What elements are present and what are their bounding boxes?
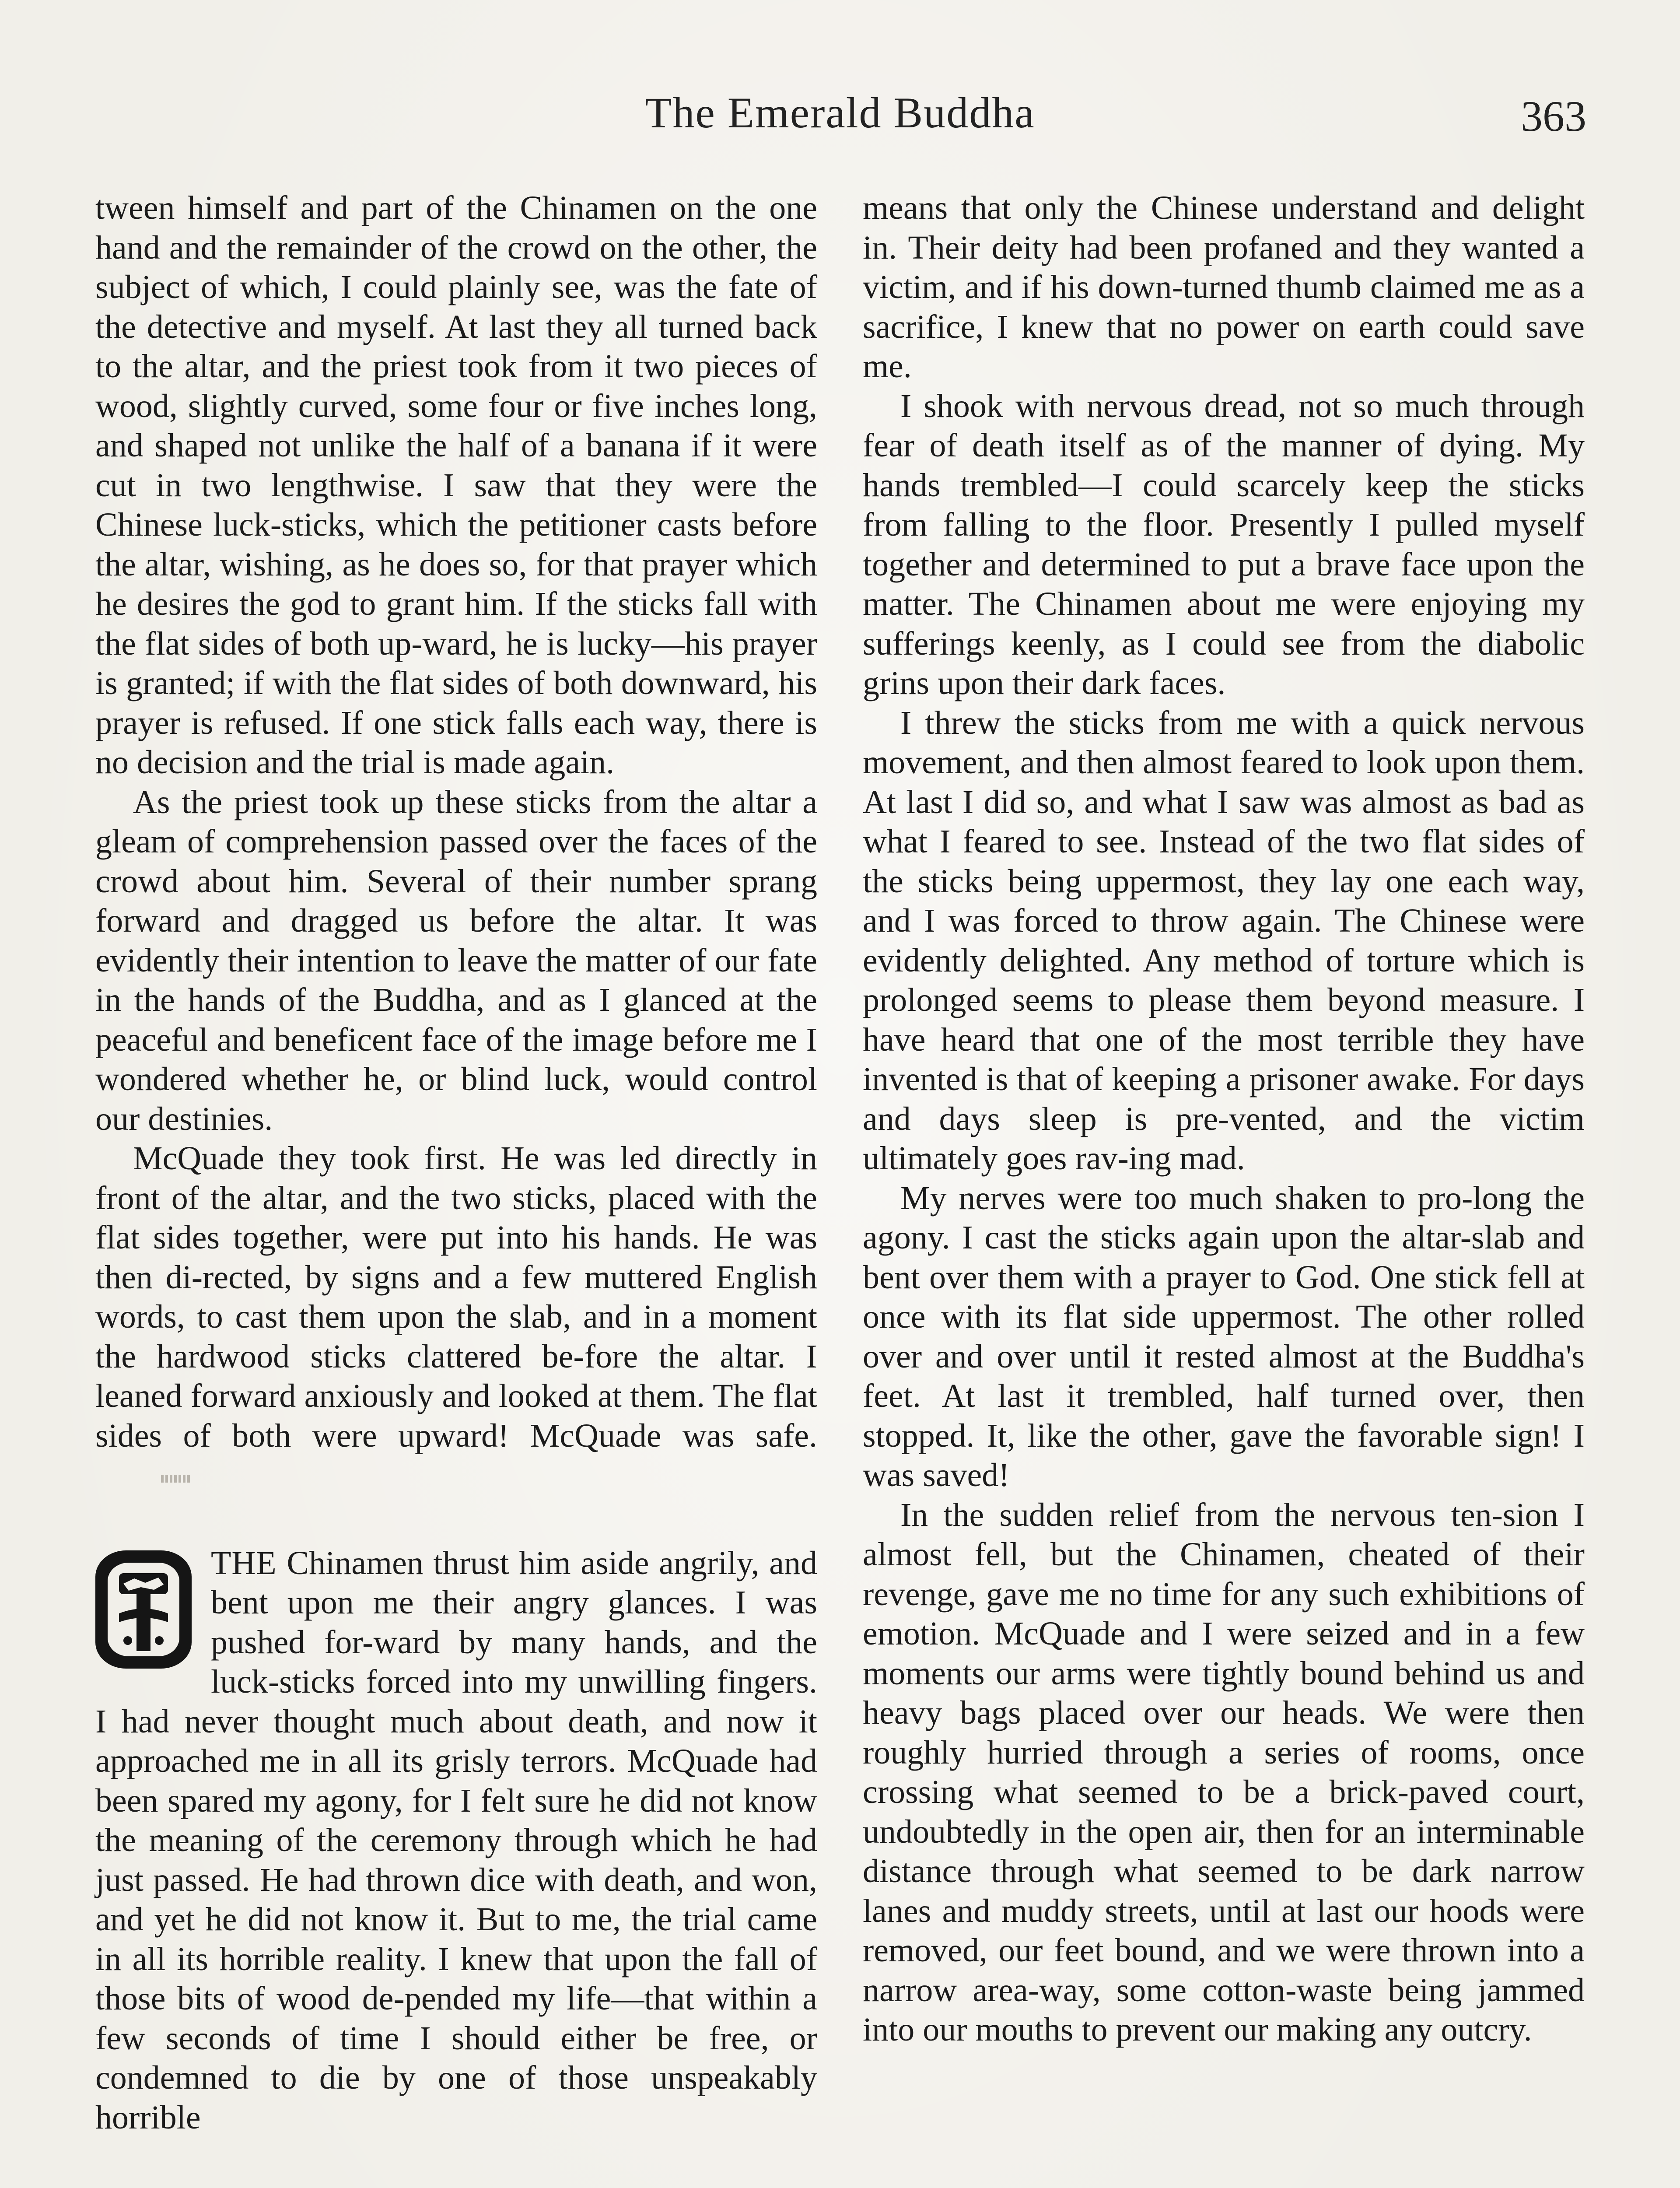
right-column <box>863 188 1585 2050</box>
paragraph: My nerves were too much shaken to pro-long the agony. I cast the sticks again upon the altar-slab and bent over them with a prayer to God. One stick fell at once with its flat side uppermost. The other rolled over and over until it rested almost at the Buddha's feet. At last it trembled, half turned over, then stopped. It, like the other, gave the favorable sign! I was saved! <box>863 1179 1585 1494</box>
paragraph-text: Chinamen thrust him aside angrily, and bent upon me their angry glances. I was pushed for-ward by many hands, and the luck-sticks forced into my unwilling fingers. I had never thought much about death, and now it approached me in all its grisly terrors. McQuade had been spared my agony, for I felt sure he did not know the meaning of the ceremony through which he had just passed. He had thrown dice with death, and won, and yet he did not know it. But to me, the trial came in all its horrible reality. I knew that upon the fall of those bits of wood de-pended my life—that within a few seconds of time I should either be free, or condemned to die by one of those unspeakably horrible <box>95 1544 817 2136</box>
paragraph-text: McQuade they took first. He was led directly in front of the altar, and the two sticks, placed with the flat sides together, were put into his hands. He was then di-rected, by signs and a few muttered English words, to cast them upon the slab, and in a moment the hardwood sticks clattered be-fore the altar. I leaned forward anxiously and looked at them. The flat sides of both were upward! McQuade was safe. <box>95 1140 817 1454</box>
paragraph: tween himself and part of the Chinamen on the one hand and the remainder of the crowd on the other, the subject of which, I could plainly see, was the fate of the detective and myself. At last they all turned back to the altar, and the priest took from it two pieces of wood, slightly curved, some four or five inches long, and shaped not unlike the half of a banana if it were cut in two lengthwise. I saw that they were the Chinese luck-sticks, which the petitioner casts before the altar, wishing, as he does so, for that prayer which he desires the god to grant him. If the sticks fall with the flat sides of both up-ward, he is lucky—his prayer is granted; if with the flat sides of both downward, his prayer is refused. If one stick falls each way, there is no decision and the trial is made again. <box>95 189 817 781</box>
section-end-ornament <box>161 1475 192 1483</box>
paragraph: I shook with nervous dread, not so much through fear of death itself as of the manner of dying. My hands trembled—I could scarcely keep the sticks from falling to the floor. Presently I pulled myself together and determined to put a brave face upon the matter. The Chinamen about me were enjoying my sufferings keenly, as I could see from the diabolic grins upon their dark faces. <box>863 387 1585 701</box>
running-head <box>0 88 1680 149</box>
dropcap-ornament-icon <box>93 1548 202 1675</box>
dropcap-paragraph <box>95 1543 817 2138</box>
paragraph: means that only the Chinese understand and delight in. Their deity had been profaned and they wanted a victim, and if his down-turned thumb claimed me as a sacrifice, I knew that no power on earth could save me. <box>863 189 1585 385</box>
page-number: 363 <box>1521 92 1586 140</box>
section-break <box>95 1495 817 1543</box>
paragraph <box>95 1139 817 1495</box>
dropcap-lead-word: THE <box>211 1544 277 1581</box>
left-column <box>95 188 817 2137</box>
paragraph: I threw the sticks from me with a quick nervous movement, and then almost feared to look upon them. At last I did so, and what I saw was almost as bad as what I feared to see. Instead of the two flat sides of the sticks being uppermost, they lay one each way, and I was forced to throw again. The Chinese were evidently delighted. Any method of torture which is prolonged seems to please them beyond measure. I have heard that one of the most terrible they have invented is that of keeping a prisoner awake. For days and days sleep is pre-vented, and the victim ultimately goes rav-ing mad. <box>863 704 1585 1177</box>
paragraph: As the priest took up these sticks from the altar a gleam of comprehension passed over the faces of the crowd about him. Several of their number sprang forward and dragged us before the altar. It was evidently their intention to leave the matter of our fate in the hands of the Buddha, and as I glanced at the peaceful and beneficent face of the image before me I wondered whether he, or blind luck, would control our destinies. <box>95 783 817 1137</box>
running-title: The Emerald Buddha <box>645 88 1035 137</box>
paragraph: In the sudden relief from the nervous ten-sion I almost fell, but the Chinamen, cheated of their revenge, gave me no time for any such exhibitions of emotion. McQuade and I were seized and in a few moments our arms were tightly bound behind us and heavy bags placed over our heads. We were then roughly hurried through a series of rooms, once crossing what seemed to be a brick-paved court, undoubtedly in the open air, then for an interminable distance through what seemed to be dark narrow lanes and muddy streets, until at last our hoods were removed, our feet bound, and we were thrown into a narrow area-way, some cotton-waste being jammed into our mouths to prevent our making any outcry. <box>863 1496 1585 2048</box>
